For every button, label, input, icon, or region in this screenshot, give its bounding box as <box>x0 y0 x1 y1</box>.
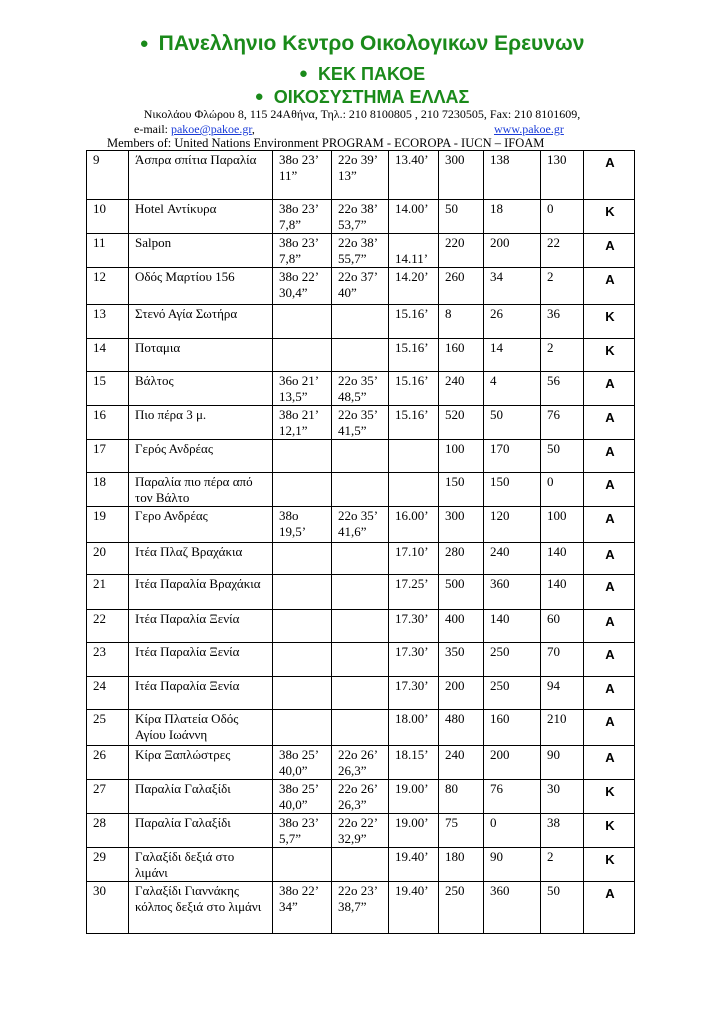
cell-value-2: 18 <box>484 200 541 234</box>
email-label: e-mail: <box>134 122 171 136</box>
cell-location-name: Οδός Μαρτίου 156 <box>129 268 273 305</box>
table-row <box>87 473 635 507</box>
cell-row-number: 19 <box>87 507 129 543</box>
contact-address: Νικολάου Φλώρου 8, 115 24Αθήνα, Τηλ.: 210 8100805 , 210 7230505, Fax: 210 8101609, <box>143 107 581 121</box>
cell-row-number: 10 <box>87 200 129 234</box>
cell-longitude: 22ο 22’ 32,9” <box>332 814 389 848</box>
cell-value-3: 70 <box>541 643 584 677</box>
cell-latitude <box>273 339 332 372</box>
cell-grade: Κ <box>584 814 635 848</box>
cell-value-3: 0 <box>541 473 584 507</box>
cell-longitude <box>332 848 389 882</box>
cell-grade: Κ <box>584 305 635 339</box>
cell-value-1: 200 <box>439 677 484 710</box>
cell-location-name: Γαλαξίδι Γιαννάκης κόλπος δεξιά στο λιμάνι <box>129 882 273 934</box>
cell-location-name: Κίρα Ξαπλώστρες <box>129 746 273 780</box>
cell-longitude <box>332 610 389 643</box>
table-row <box>87 200 635 234</box>
cell-time <box>389 473 439 507</box>
cell-latitude <box>273 543 332 575</box>
cell-row-number: 22 <box>87 610 129 643</box>
cell-longitude: 22ο 26’ 26,3” <box>332 780 389 814</box>
cell-value-3: 38 <box>541 814 584 848</box>
cell-time: 19.00’ <box>389 814 439 848</box>
cell-value-1: 400 <box>439 610 484 643</box>
cell-row-number: 28 <box>87 814 129 848</box>
table-row <box>87 406 635 440</box>
cell-longitude: 22ο 37’ 40” <box>332 268 389 305</box>
cell-location-name: Πιο πέρα 3 μ. <box>129 406 273 440</box>
cell-longitude: 22ο 35’ 48,5” <box>332 372 389 406</box>
cell-row-number: 9 <box>87 151 129 200</box>
cell-row-number: 16 <box>87 406 129 440</box>
cell-latitude: 38ο 23’ 11” <box>273 151 332 200</box>
table-row <box>87 234 635 268</box>
cell-latitude <box>273 440 332 473</box>
cell-grade: Α <box>584 882 635 934</box>
cell-value-3: 36 <box>541 305 584 339</box>
cell-longitude: 22ο 23’ 38,7” <box>332 882 389 934</box>
cell-latitude: 38ο 21’ 12,1” <box>273 406 332 440</box>
cell-latitude <box>273 643 332 677</box>
table-row <box>87 710 635 746</box>
cell-latitude <box>273 575 332 610</box>
cell-latitude <box>273 677 332 710</box>
cell-latitude <box>273 848 332 882</box>
cell-row-number: 14 <box>87 339 129 372</box>
cell-longitude <box>332 643 389 677</box>
table-row <box>87 780 635 814</box>
cell-value-1: 250 <box>439 882 484 934</box>
cell-row-number: 11 <box>87 234 129 268</box>
table-row <box>87 372 635 406</box>
cell-longitude: 22ο 38’ 53,7” <box>332 200 389 234</box>
cell-grade: Α <box>584 575 635 610</box>
cell-location-name: Ιτέα Παραλία Ξενία <box>129 677 273 710</box>
table-body <box>87 151 635 934</box>
cell-grade: Κ <box>584 848 635 882</box>
cell-location-name: Άσπρα σπίτια Παραλία <box>129 151 273 200</box>
cell-latitude <box>273 473 332 507</box>
cell-longitude: 22ο 26’ 26,3” <box>332 746 389 780</box>
cell-value-1: 75 <box>439 814 484 848</box>
cell-time: 14.11’ <box>389 234 439 268</box>
cell-value-2: 4 <box>484 372 541 406</box>
cell-row-number: 21 <box>87 575 129 610</box>
cell-time: 17.10’ <box>389 543 439 575</box>
cell-location-name: Στενό Αγία Σωτήρα <box>129 305 273 339</box>
cell-value-1: 240 <box>439 746 484 780</box>
cell-latitude: 38ο 25’ 40,0” <box>273 746 332 780</box>
table-row <box>87 848 635 882</box>
cell-value-3: 100 <box>541 507 584 543</box>
cell-latitude <box>273 710 332 746</box>
cell-grade: Α <box>584 406 635 440</box>
cell-grade: Α <box>584 746 635 780</box>
cell-longitude <box>332 710 389 746</box>
cell-time: 16.00’ <box>389 507 439 543</box>
cell-value-1: 280 <box>439 543 484 575</box>
cell-location-name: Ιτέα Πλαζ Βραχάκια <box>129 543 273 575</box>
cell-value-3: 2 <box>541 268 584 305</box>
cell-location-name: Γερο Ανδρέας <box>129 507 273 543</box>
cell-row-number: 23 <box>87 643 129 677</box>
cell-value-1: 260 <box>439 268 484 305</box>
email-link[interactable]: pakoe@pakoe.gr <box>170 122 252 136</box>
cell-value-1: 500 <box>439 575 484 610</box>
network-name-text: ΟΙΚΟΣΥΣΤΗΜΑ ΕΛΛΑΣ <box>273 87 470 107</box>
membership-line: Members of: United Nations Environment PROGRAM - ECOROPA - IUCN – IFOAM <box>107 136 545 150</box>
cell-longitude <box>332 339 389 372</box>
email-suffix: , <box>251 122 255 136</box>
email-line <box>134 122 255 137</box>
table-row <box>87 575 635 610</box>
cell-latitude <box>273 610 332 643</box>
cell-value-1: 160 <box>439 339 484 372</box>
cell-value-3: 50 <box>541 882 584 934</box>
cell-row-number: 25 <box>87 710 129 746</box>
cell-latitude <box>273 305 332 339</box>
cell-value-1: 220 <box>439 234 484 268</box>
cell-row-number: 18 <box>87 473 129 507</box>
bullet-icon: ● <box>254 88 264 105</box>
cell-time: 13.40’ <box>389 151 439 200</box>
cell-longitude: 22ο 35’ 41,5” <box>332 406 389 440</box>
organization-subtitle <box>0 64 724 85</box>
cell-time: 14.00’ <box>389 200 439 234</box>
cell-latitude: 38ο 25’ 40,0” <box>273 780 332 814</box>
cell-value-2: 200 <box>484 746 541 780</box>
cell-time: 15.16’ <box>389 339 439 372</box>
cell-time: 17.30’ <box>389 677 439 710</box>
cell-location-name: Ιτέα Παραλία Βραχάκια <box>129 575 273 610</box>
cell-time: 17.30’ <box>389 610 439 643</box>
cell-location-name: Ιτέα Παραλία Ξενία <box>129 643 273 677</box>
cell-value-3: 76 <box>541 406 584 440</box>
cell-value-2: 150 <box>484 473 541 507</box>
cell-latitude: 38ο 19,5’ <box>273 507 332 543</box>
cell-latitude: 38ο 22’ 30,4” <box>273 268 332 305</box>
cell-value-1: 480 <box>439 710 484 746</box>
cell-value-1: 300 <box>439 507 484 543</box>
cell-latitude: 38ο 22’ 34” <box>273 882 332 934</box>
cell-value-3: 50 <box>541 440 584 473</box>
website-line <box>494 122 564 137</box>
cell-row-number: 26 <box>87 746 129 780</box>
cell-location-name: Παραλία Γαλαξίδι <box>129 814 273 848</box>
cell-value-2: 360 <box>484 882 541 934</box>
cell-value-3: 210 <box>541 710 584 746</box>
cell-value-2: 34 <box>484 268 541 305</box>
cell-value-3: 56 <box>541 372 584 406</box>
cell-location-name: Παραλία Γαλαξίδι <box>129 780 273 814</box>
cell-value-1: 240 <box>439 372 484 406</box>
cell-time <box>389 440 439 473</box>
cell-value-3: 0 <box>541 200 584 234</box>
cell-time: 19.40’ <box>389 882 439 934</box>
cell-value-1: 300 <box>439 151 484 200</box>
cell-value-3: 22 <box>541 234 584 268</box>
cell-value-1: 100 <box>439 440 484 473</box>
cell-grade: Α <box>584 473 635 507</box>
cell-location-name: Γερός Ανδρέας <box>129 440 273 473</box>
cell-grade: Α <box>584 151 635 200</box>
cell-value-2: 50 <box>484 406 541 440</box>
table-row <box>87 440 635 473</box>
cell-value-3: 90 <box>541 746 584 780</box>
cell-longitude: 22ο 39’ 13” <box>332 151 389 200</box>
cell-value-1: 350 <box>439 643 484 677</box>
cell-latitude: 38ο 23’ 7,8” <box>273 234 332 268</box>
cell-value-1: 150 <box>439 473 484 507</box>
cell-longitude: 22ο 38’ 55,7” <box>332 234 389 268</box>
table-row <box>87 305 635 339</box>
cell-longitude <box>332 677 389 710</box>
cell-row-number: 12 <box>87 268 129 305</box>
cell-value-1: 80 <box>439 780 484 814</box>
table-row <box>87 268 635 305</box>
cell-row-number: 15 <box>87 372 129 406</box>
table-row <box>87 151 635 200</box>
cell-value-2: 250 <box>484 643 541 677</box>
cell-grade: Α <box>584 543 635 575</box>
website-link[interactable]: www.pakoe.gr <box>494 122 564 136</box>
cell-latitude: 36ο 21’ 13,5” <box>273 372 332 406</box>
cell-location-name: Παραλία πιο πέρα από τον Βάλτο <box>129 473 273 507</box>
cell-time: 18.15’ <box>389 746 439 780</box>
cell-location-name: Ιτέα Παραλία Ξενία <box>129 610 273 643</box>
cell-longitude <box>332 543 389 575</box>
cell-grade: Α <box>584 710 635 746</box>
cell-row-number: 29 <box>87 848 129 882</box>
organization-subtitle-text: ΚΕΚ ΠΑΚΟΕ <box>317 64 426 84</box>
cell-time: 15.16’ <box>389 372 439 406</box>
cell-value-2: 140 <box>484 610 541 643</box>
table-row <box>87 507 635 543</box>
cell-longitude <box>332 440 389 473</box>
cell-grade: Α <box>584 507 635 543</box>
cell-value-1: 50 <box>439 200 484 234</box>
cell-latitude: 38ο 23’ 5,7” <box>273 814 332 848</box>
table-row <box>87 339 635 372</box>
cell-value-2: 170 <box>484 440 541 473</box>
cell-value-2: 200 <box>484 234 541 268</box>
cell-grade: Α <box>584 677 635 710</box>
cell-time: 17.25’ <box>389 575 439 610</box>
cell-value-3: 60 <box>541 610 584 643</box>
cell-grade: Α <box>584 234 635 268</box>
cell-time: 19.00’ <box>389 780 439 814</box>
table-row <box>87 882 635 934</box>
cell-latitude: 38ο 23’ 7,8” <box>273 200 332 234</box>
cell-value-2: 76 <box>484 780 541 814</box>
cell-value-3: 2 <box>541 848 584 882</box>
cell-longitude <box>332 305 389 339</box>
cell-longitude: 22ο 35’ 41,6” <box>332 507 389 543</box>
network-name <box>0 87 724 108</box>
cell-value-2: 120 <box>484 507 541 543</box>
cell-value-2: 160 <box>484 710 541 746</box>
cell-grade: Α <box>584 372 635 406</box>
table-row <box>87 677 635 710</box>
cell-value-1: 8 <box>439 305 484 339</box>
organization-title <box>0 32 724 56</box>
cell-value-3: 140 <box>541 543 584 575</box>
cell-time: 17.30’ <box>389 643 439 677</box>
cell-grade: Α <box>584 440 635 473</box>
cell-value-2: 240 <box>484 543 541 575</box>
cell-value-3: 94 <box>541 677 584 710</box>
cell-grade: Κ <box>584 339 635 372</box>
cell-location-name: Βάλτος <box>129 372 273 406</box>
cell-location-name: Κίρα Πλατεία Οδός Αγίου Ιωάννη <box>129 710 273 746</box>
cell-value-1: 180 <box>439 848 484 882</box>
cell-value-2: 250 <box>484 677 541 710</box>
cell-row-number: 27 <box>87 780 129 814</box>
table-row <box>87 814 635 848</box>
cell-row-number: 24 <box>87 677 129 710</box>
cell-value-3: 2 <box>541 339 584 372</box>
measurements-table <box>86 150 635 934</box>
cell-grade: Α <box>584 643 635 677</box>
cell-value-2: 90 <box>484 848 541 882</box>
bullet-icon: ● <box>139 35 149 52</box>
cell-value-2: 138 <box>484 151 541 200</box>
cell-row-number: 20 <box>87 543 129 575</box>
cell-grade: Α <box>584 610 635 643</box>
cell-row-number: 13 <box>87 305 129 339</box>
table-row <box>87 643 635 677</box>
cell-value-2: 26 <box>484 305 541 339</box>
cell-row-number: 17 <box>87 440 129 473</box>
cell-grade: Κ <box>584 200 635 234</box>
table-row <box>87 543 635 575</box>
cell-location-name: Hotel Αντίκυρα <box>129 200 273 234</box>
cell-value-3: 130 <box>541 151 584 200</box>
table-row <box>87 610 635 643</box>
cell-time: 19.40’ <box>389 848 439 882</box>
cell-longitude <box>332 473 389 507</box>
cell-grade: Α <box>584 268 635 305</box>
cell-row-number: 30 <box>87 882 129 934</box>
cell-grade: Κ <box>584 780 635 814</box>
cell-time: 14.20’ <box>389 268 439 305</box>
organization-title-text: ΠΑνελληνιο Κεντρο Οικολογικων Ερευνων <box>158 32 585 55</box>
cell-location-name: Ποταμια <box>129 339 273 372</box>
cell-value-2: 0 <box>484 814 541 848</box>
cell-value-2: 360 <box>484 575 541 610</box>
cell-value-3: 140 <box>541 575 584 610</box>
cell-value-3: 30 <box>541 780 584 814</box>
cell-value-2: 14 <box>484 339 541 372</box>
cell-time: 18.00’ <box>389 710 439 746</box>
cell-value-1: 520 <box>439 406 484 440</box>
cell-location-name: Γαλαξίδι δεξιά στο λιμάνι <box>129 848 273 882</box>
cell-longitude <box>332 575 389 610</box>
cell-time: 15.16’ <box>389 305 439 339</box>
bullet-icon: ● <box>298 65 308 82</box>
table-row <box>87 746 635 780</box>
cell-location-name: Salpon <box>129 234 273 268</box>
cell-time: 15.16’ <box>389 406 439 440</box>
